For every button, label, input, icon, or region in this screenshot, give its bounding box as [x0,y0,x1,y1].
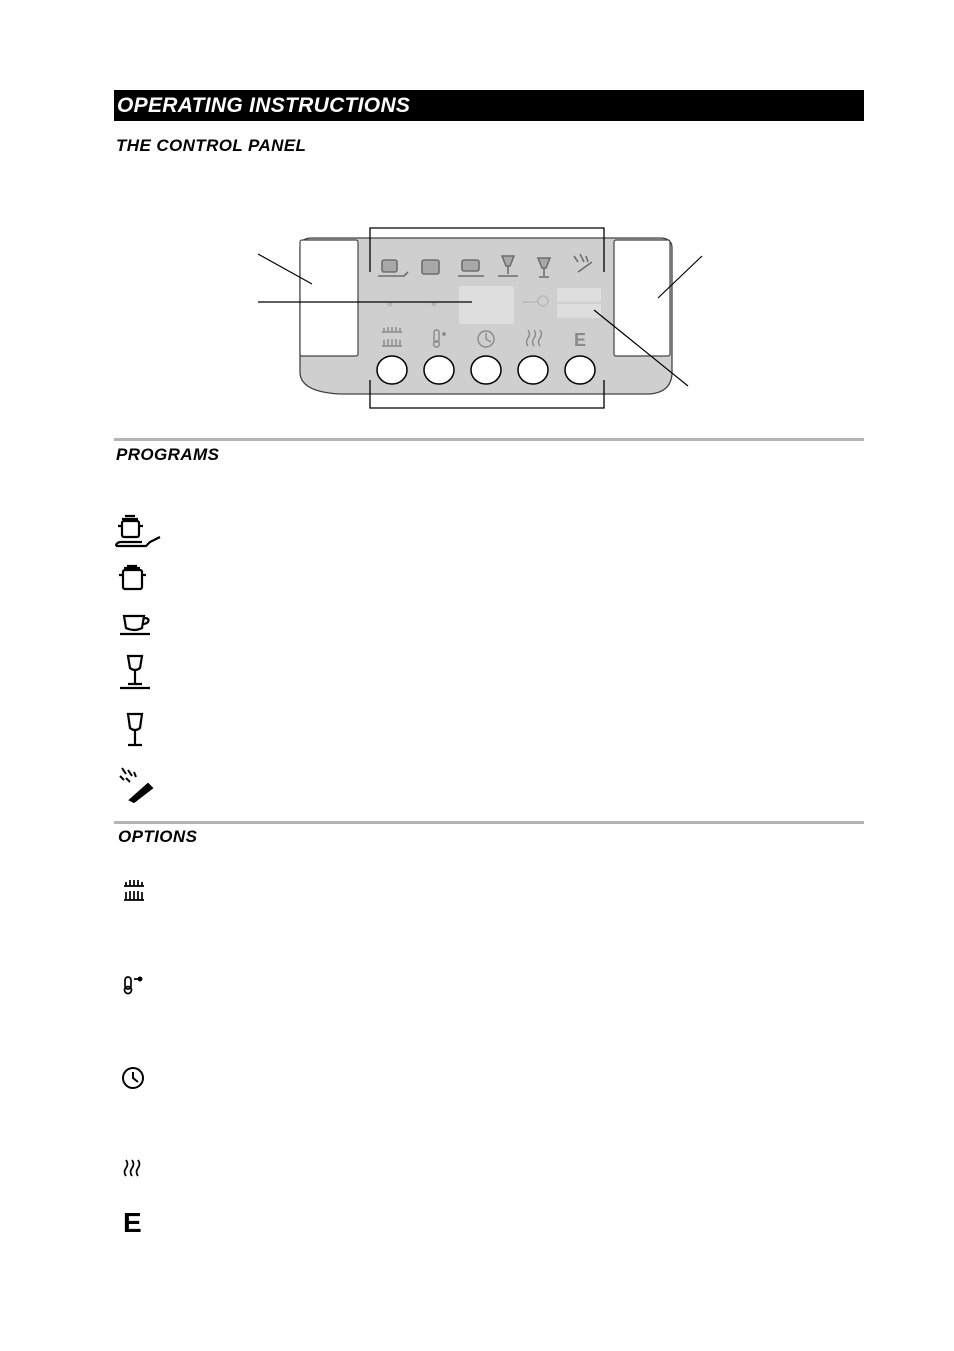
wine-glass-icon [128,714,142,745]
status-bar-1 [557,288,601,302]
pot-with-pan-icon [116,516,160,546]
panel-display [459,286,514,324]
program-icons-column [108,512,168,812]
control-panel-diagram [250,222,710,412]
pot-icon [119,566,146,589]
temperature-icon [125,977,142,994]
drying-heat-icon [125,1160,140,1176]
right-pad [614,240,670,356]
panel-button-3[interactable] [471,356,501,384]
programs-heading: PROGRAMS [116,445,220,464]
panel-button-2[interactable] [424,356,454,384]
panel-button-5[interactable] [565,356,595,384]
half-load-icon [124,880,144,900]
cup-icon [120,616,150,634]
energy-saver-icon: E [123,1207,142,1238]
page-title: OPERATING INSTRUCTIONS [114,90,864,121]
delay-timer-icon [123,1068,143,1088]
glass-with-plate-icon [120,656,150,688]
section-divider-2 [114,821,864,824]
panel-button-4[interactable] [518,356,548,384]
control-panel-heading: THE CONTROL PANEL [116,136,307,155]
panel-button-1[interactable] [377,356,407,384]
options-heading: OPTIONS [118,827,198,846]
left-pad [300,240,358,356]
section-divider-1 [114,438,864,441]
rinse-spray-icon [120,768,152,802]
option-icons-column [118,874,158,1194]
panel-option-e: E [574,330,587,350]
